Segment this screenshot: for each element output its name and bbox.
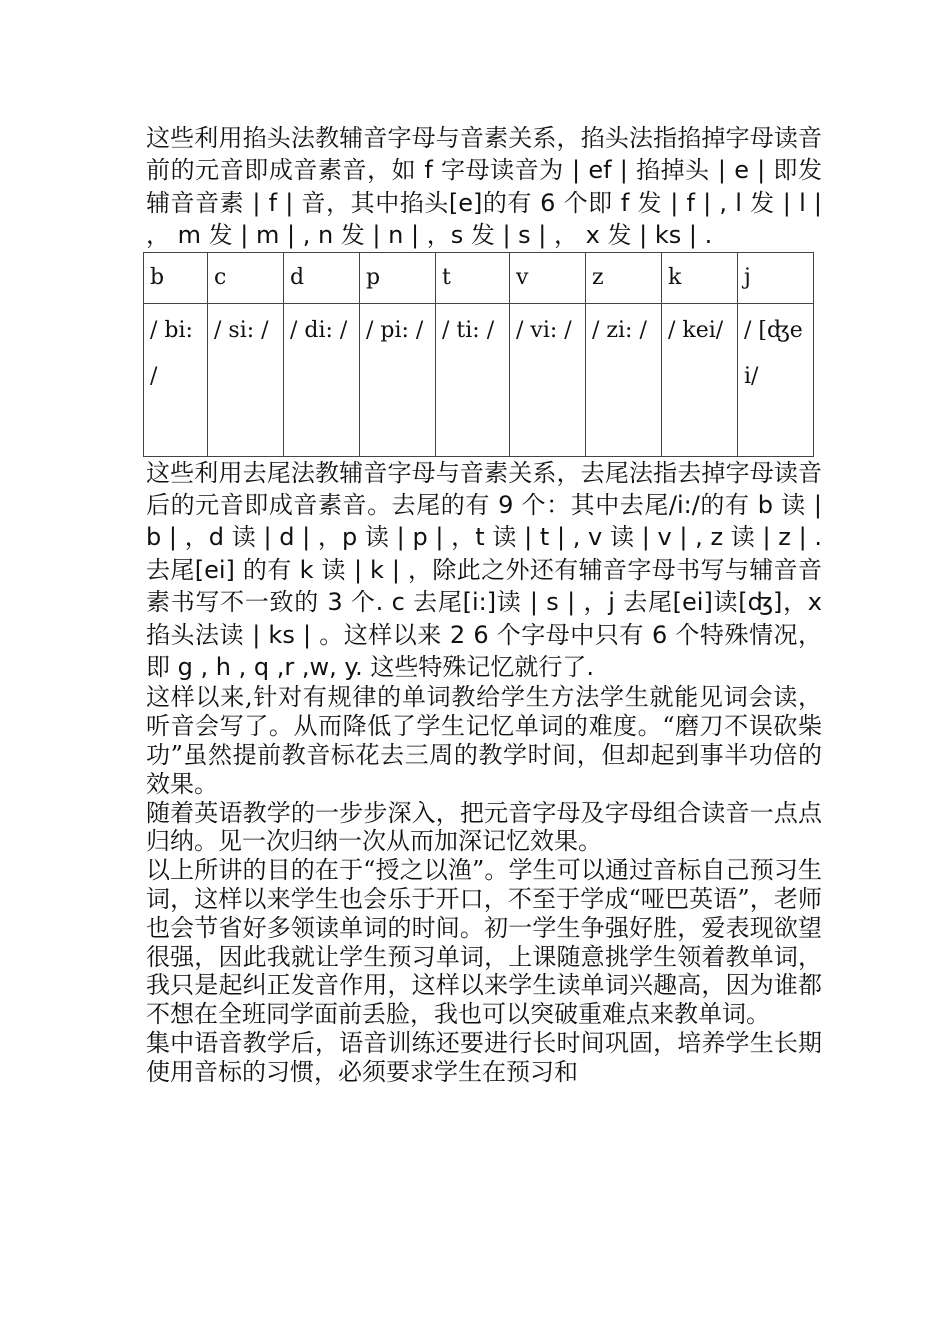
paragraph-induction: 随着英语教学的一步步深入，把元音字母及字母组合读音一点点归纳。见一次归纳一次从而加深记忆效果。	[146, 798, 822, 856]
table-cell-phonetic: / ti: /	[436, 303, 510, 456]
table-row-phonetics	[144, 303, 814, 456]
table-cell-letter: t	[436, 252, 510, 303]
table-cell-letter: k	[662, 252, 738, 303]
table-cell-letter: z	[586, 252, 662, 303]
paragraph-tail-off-method: 这些利用去尾法教辅音字母与音素关系，去尾法指去掉字母读音后的元音即成音素音。去尾的有 9 个：其中去尾/i:/的有 b 读 | b | ，d 读 | d | ，p 读 | p | ，t 读 | t | , v 读 | v | , z 读 | z | .去尾[ei] 的有 k 读 | k | ，除此之外还有辅音字母书写与辅音音素书写不一致的 3 个. c 去尾[i:]读 | s | ，j 去尾[ei]读[ʤ]，x 掐头法读 | ks | 。这样以来 2 6 个字母中只有 6 个特殊情况，即 g , h , q ,r ,w, y. 这些特殊记忆就行了.	[146, 458, 822, 682]
paragraph-head-off-method: 这些利用掐头法教辅音字母与音素关系，掐头法指掐掉字母读音前的元音即成音素音，如 f 字母读音为 | ef | 掐掉头 | e | 即发辅音音素 | f | 音，其中掐头[e]的有 6 个即 f 发 | f | , l 发 | l | ， m 发 | m | , n 发 | n | ，s 发 | s | ， x 发 | ks | .	[146, 124, 822, 250]
table-cell-letter: d	[284, 252, 360, 303]
document-page	[146, 122, 822, 1087]
paragraph-consolidation: 集中语音教学后，语音训练还要进行长时间巩固，培养学生长期使用音标的习惯，必须要求学生在预习和	[146, 1029, 822, 1086]
table-cell-letter: c	[208, 252, 284, 303]
table-cell-phonetic: / bi: /	[144, 303, 208, 456]
table-cell-phonetic: / di: /	[284, 303, 360, 456]
table-cell-phonetic: / vi: /	[510, 303, 586, 456]
table-row-letters	[144, 252, 814, 303]
table-cell-phonetic: / zi: /	[586, 303, 662, 456]
table-cell-phonetic: / kei/	[662, 303, 738, 456]
table-cell-letter: b	[144, 252, 208, 303]
table-cell-phonetic: / pi: /	[360, 303, 436, 456]
paragraph-effect: 这样以来,针对有规律的单词教给学生方法学生就能见词会读，听音会写了。从而降低了学生记忆单词的难度。“磨刀不误砍柴功”虽然提前教音标花去三周的教学时间，但却起到事半功倍的效果。	[146, 683, 822, 798]
table-cell-phonetic: / si: /	[208, 303, 284, 456]
letter-sound-table	[143, 252, 814, 457]
paragraph-purpose: 以上所讲的目的在于“授之以渔”。学生可以通过音标自己预习生词，这样以来学生也会乐于开口，不至于学成“哑巴英语”，老师也会节省好多领读单词的时间。初一学生争强好胜，爱表现欲望很强，因此我就让学生预习单词，上课随意挑学生领着教单词，我只是起纠正发音作用，这样以来学生读单词兴趣高，因为谁都不想在全班同学面前丢脸，我也可以突破重难点来教单词。	[146, 856, 822, 1029]
table-cell-letter: p	[360, 252, 436, 303]
table-cell-phonetic: / [ʤei/	[738, 303, 814, 456]
table-cell-letter: v	[510, 252, 586, 303]
table-cell-letter: j	[738, 252, 814, 303]
